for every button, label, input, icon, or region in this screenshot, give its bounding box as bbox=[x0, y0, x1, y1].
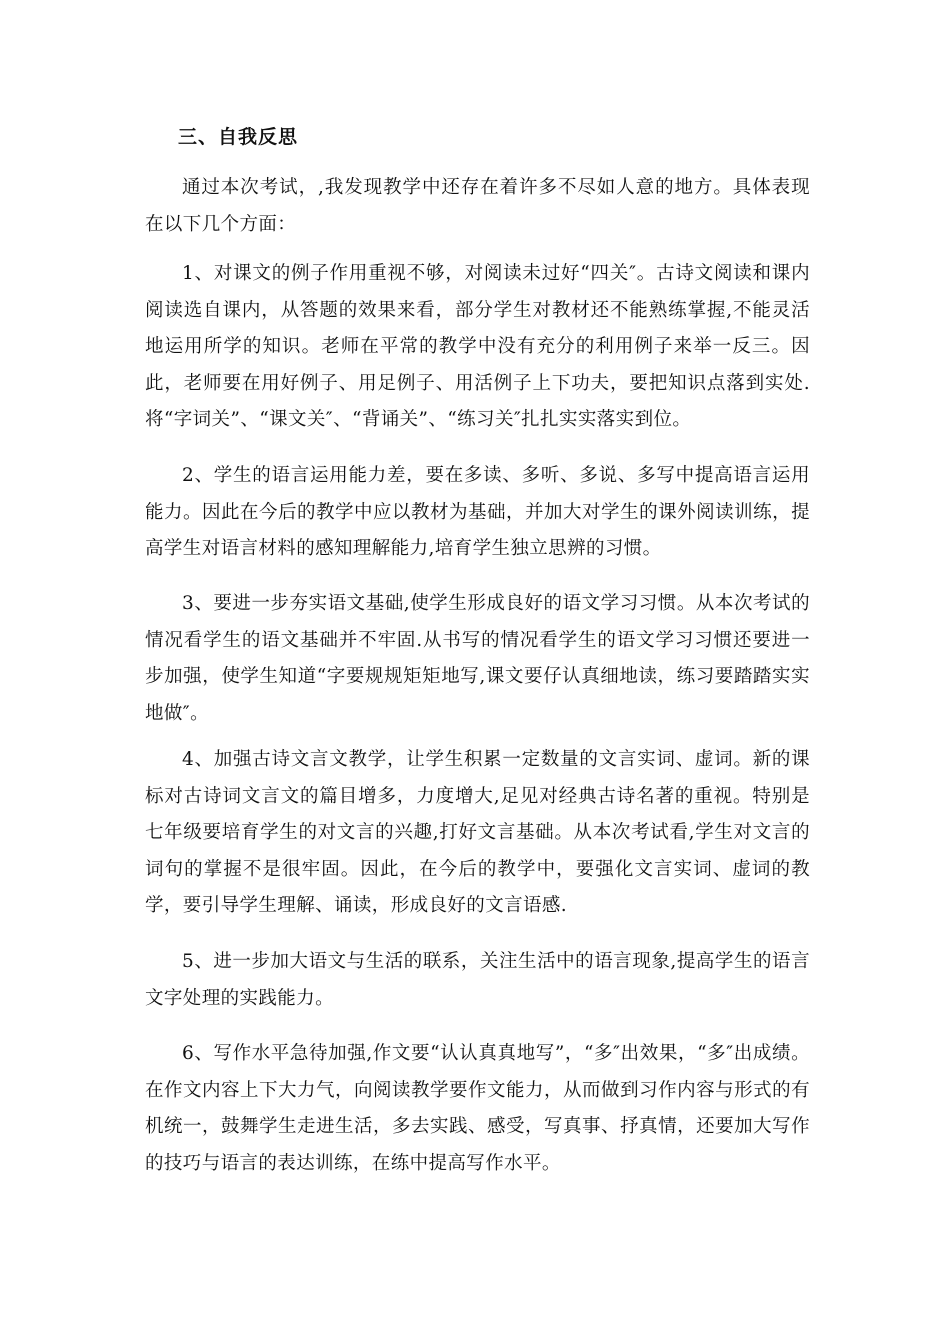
paragraph-item-3: 3、要进一步夯实语文基础,使学生形成良好的语文学习习惯。从本次考试的情况看学生的语文基础并不牢固.从书写的情况看学生的语文学习习惯还要进一步加强，使学生知道“字要规规矩矩地写,课文要仔认真细地读，练习要踏踏实实地做″。 bbox=[145, 593, 810, 724]
paragraph-item-6: 6、写作水平急待加强,作文要“认认真真地写”，“多″出效果，“多″出成绩。在作文内容上下大力气，向阅读教学要作文能力，从而做到习作内容与形式的有机统一，鼓舞学生走进生活，多去实践、感受，写真事、抒真情，还要加大写作的技巧与语言的表达训练，在练中提高写作水平。 bbox=[145, 1043, 810, 1174]
paragraph-intro: 通过本次考试，,我发现教学中还存在着许多不尽如人意的地方。具体表现在以下几个方面： bbox=[145, 177, 810, 235]
paragraph-item-1: 1、对课文的例子作用重视不够，对阅读未过好“四关″。古诗文阅读和课内阅读选自课内，从答题的效果来看，部分学生对教材还不能熟练掌握,不能灵活地运用所学的知识。老师在平常的教学中没有充分的利用例子来举一反三。因此，老师要在用好例子、用足例子、用活例子上下功夫，要把知识点落到实处.将“字词关”、“课文关″、“背诵关”、“练习关″扎扎实实落实到位。 bbox=[145, 263, 810, 430]
section-heading: 三、自我反思 bbox=[178, 126, 299, 148]
paragraph-item-2: 2、学生的语言运用能力差，要在多读、多听、多说、多写中提高语言运用能力。因此在今后的教学中应以教材为基础，并加大对学生的课外阅读训练，提高学生对语言材料的感知理解能力,培育学生独立思辨的习惯。 bbox=[145, 465, 810, 559]
paragraph-item-5: 5、进一步加大语文与生活的联系，关注生活中的语言现象,提高学生的语言文字处理的实践能力。 bbox=[145, 951, 810, 1009]
paragraph-item-4: 4、加强古诗文言文教学，让学生积累一定数量的文言实词、虚词。新的课标对古诗词文言文的篇目增多，力度增大,足见对经典古诗名著的重视。特别是七年级要培育学生的对文言的兴趣,打好文言基础。从本次考试看,学生对文言的词句的掌握不是很牢固。因此，在今后的教学中，要强化文言实词、虚词的教学，要引导学生理解、诵读，形成良好的文言语感. bbox=[145, 749, 810, 916]
